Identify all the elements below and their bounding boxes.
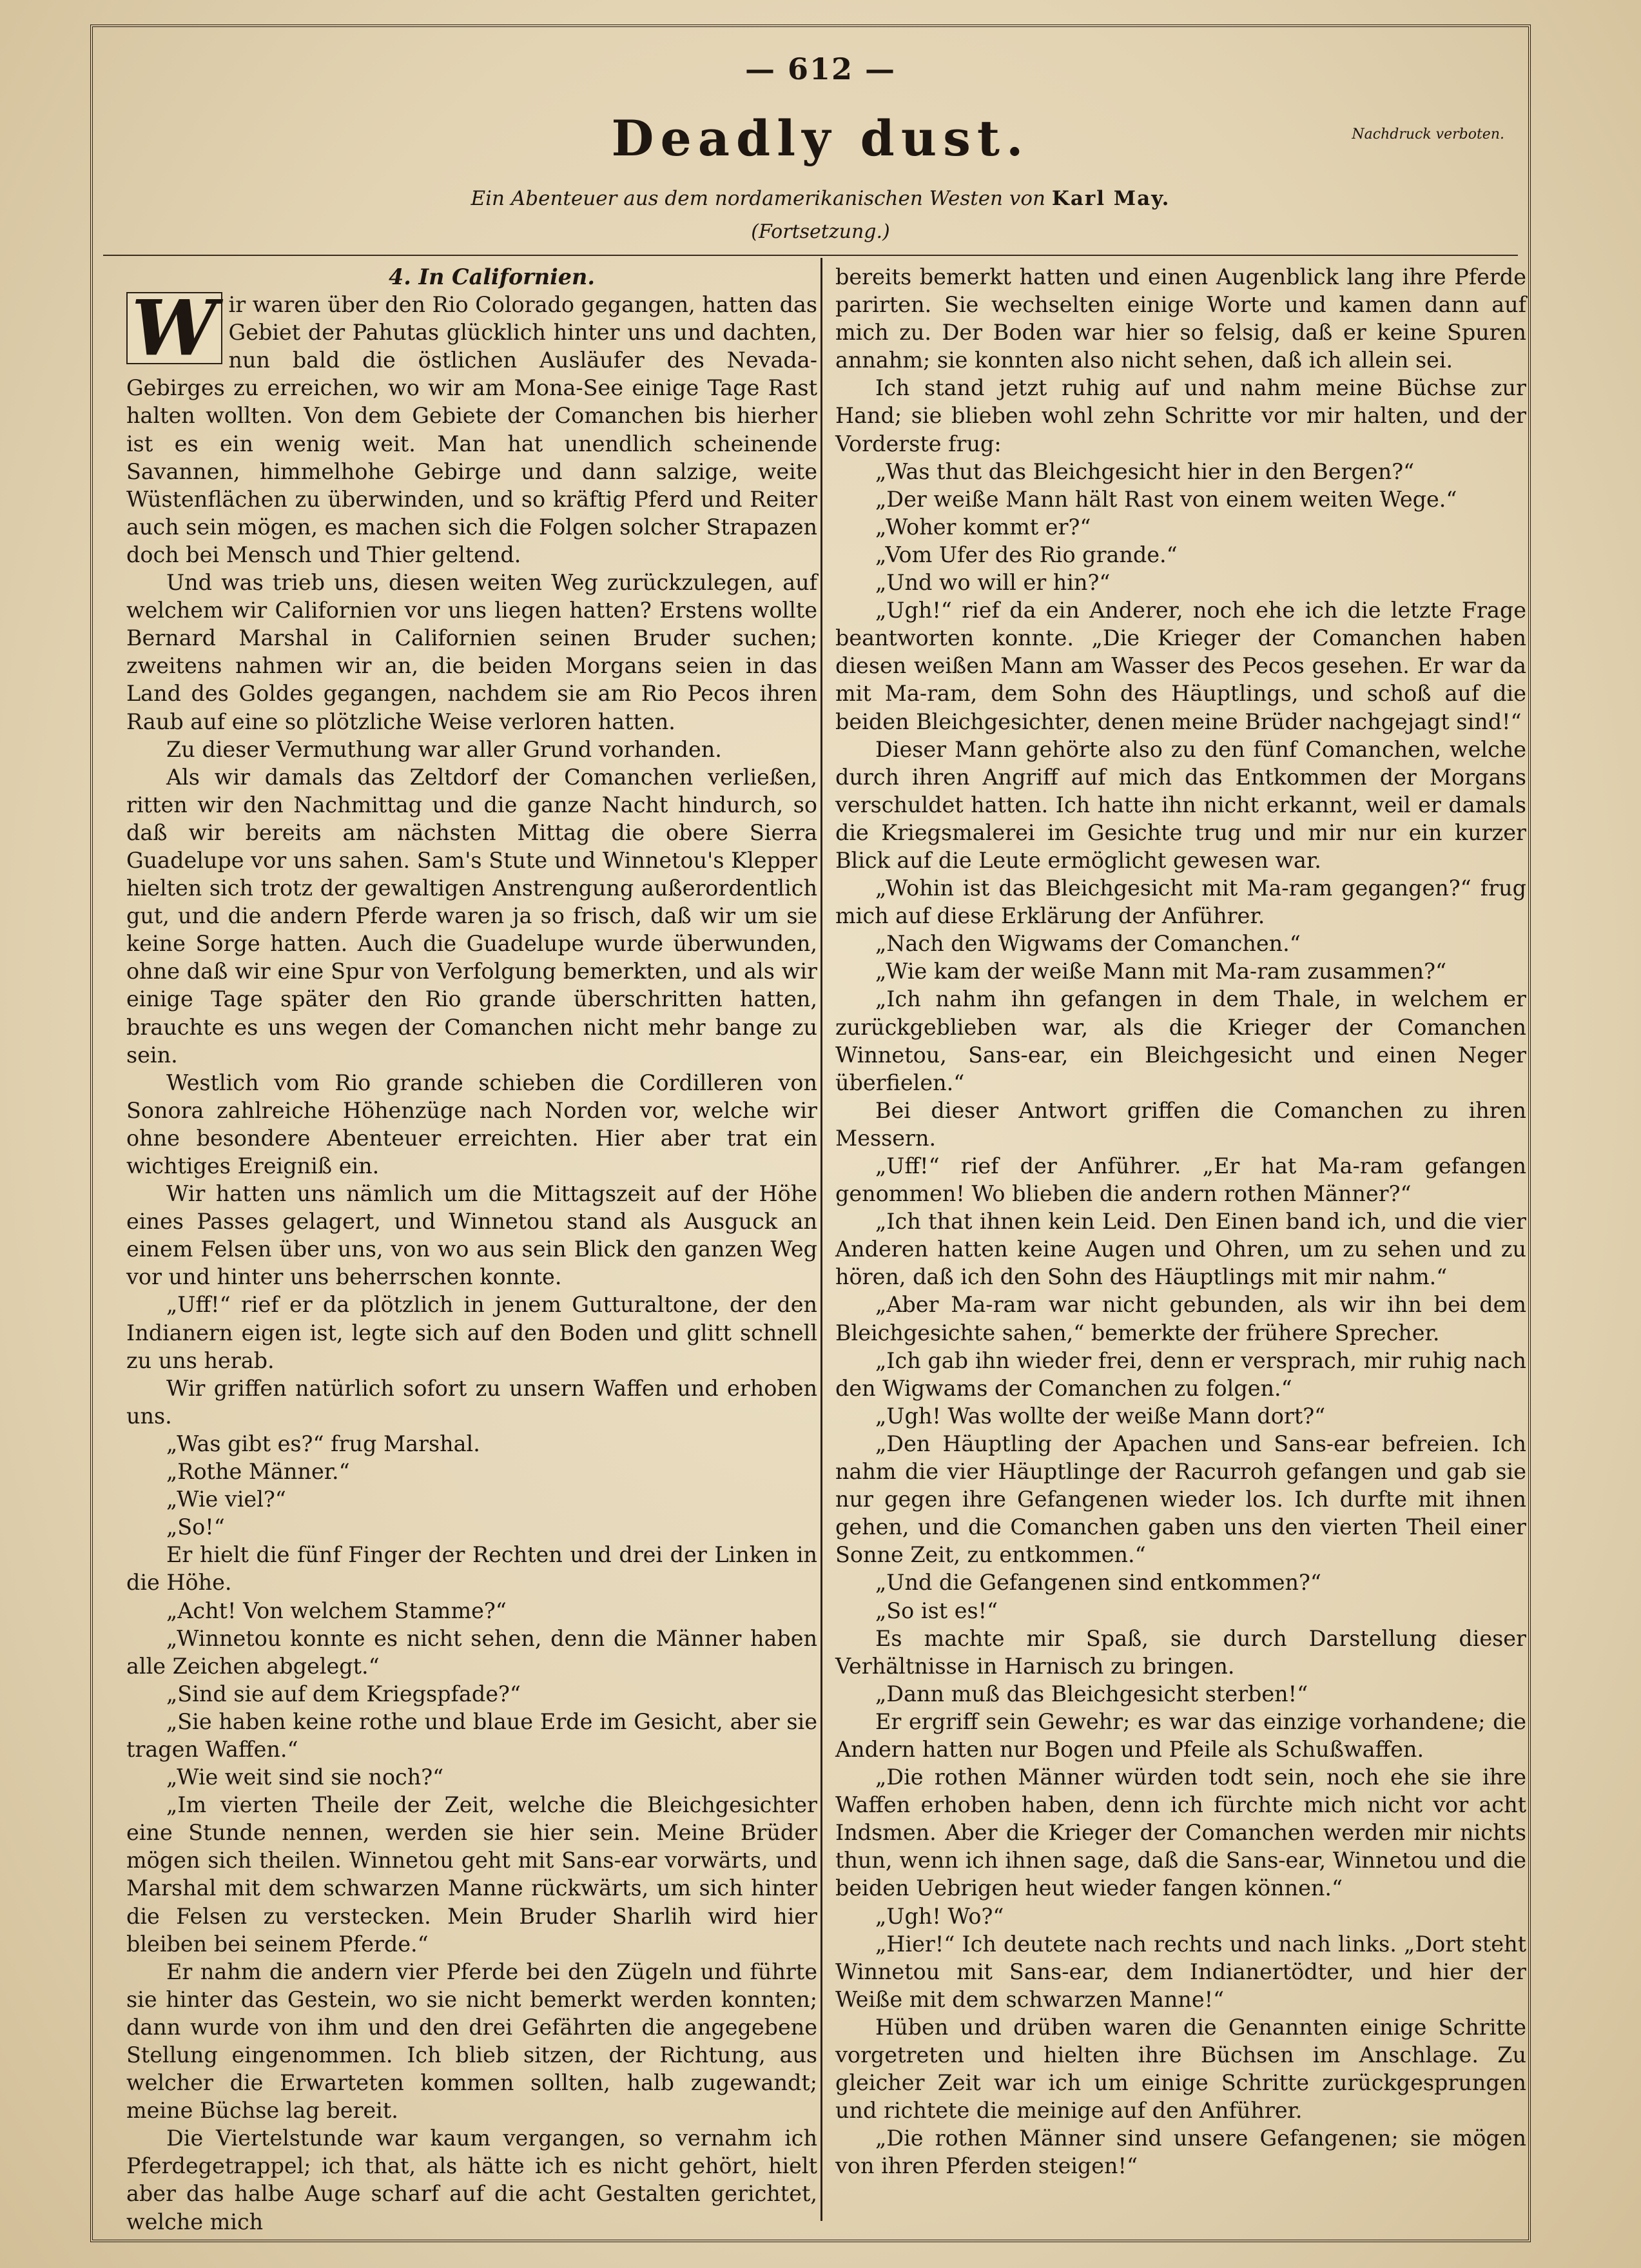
paragraph: „Hier!“ Ich deutete nach rechts und nach links. „Dort steht Winnetou mit Sans-ear, dem Indianertödter, und hier der Weiße mit dem schwarzen Manne!“ [835,1931,1526,2012]
paragraph: Wir hatten uns nämlich um die Mittagszeit auf der Höhe eines Passes gelagert, und Winnetou stand als Ausguck an einem Felsen über uns, von wo aus sein Blick den ganzen Weg vor und hinter uns beherrschen konnte. [126,1181,817,1290]
paragraph: „Die rothen Männer würden todt sein, noch ehe sie ihre Waffen erhoben haben, denn ich fürchte mich nicht vor acht Indsmen. Aber die Krieger der Comanchen werden mir nichts thun, wenn ich ihnen sage, daß die Sans-ear, Winnetou und die beiden Uebrigen heut wieder fangen können.“ [835,1765,1526,1901]
paragraph: „Wie weit sind sie noch?“ [166,1765,444,1790]
paragraph: Als wir damals das Zeltdorf der Comanchen verließen, ritten wir den Nachmittag und die ganze Nacht hindurch, so daß wir bereits am nächsten Mittag die obere Sierra Guadelupe vor uns sahen. Sam's Stute und Winnetou's Klepper hielten sich trotz der gewaltigen Anstrengung außerordentlich gut, und die andern Pferde waren ja so frisch, daß wir um sie keine Sorge hatten. Auch die Guadelupe wurde überwunden, ohne daß wir eine Spur von Verfolgung bemerkten, und als wir einige Tage später den Rio grande überschritten hatten, brauchte es uns wegen der Comanchen nicht mehr bange zu sein. [126,764,817,1068]
paragraph: „Was thut das Bleichgesicht hier in den Bergen?“ [875,458,1415,484]
author-name: Karl May. [1051,187,1170,210]
paragraph: „Die rothen Männer sind unsere Gefangenen; sie mögen von ihren Pferden steigen!“ [835,2126,1526,2179]
reprint-notice: Nachdruck verboten. [1352,126,1504,142]
section-heading: 4. In Californien. [389,264,595,289]
paragraph: „Nach den Wigwams der Comanchen.“ [875,931,1301,957]
paragraph: „Was gibt es?“ frug Marshal. [166,1431,480,1456]
right-column [835,263,1526,2180]
column-divider [821,258,822,2221]
paragraph-text: ir waren über den Rio Colorado gegangen, hatten das Gebiet der Pahutas glücklich hinter uns und dachten, nun bald die östlichen Ausläufer des Nevada-Gebirges zu erreichen, wo wir am Mona-See einige Tage Rast halten wollten. Von dem Gebiete der Comanchen bis hierher ist es ein wenig weit. Man hat unendlich scheinende Savannen, himmelhohe Gebirge und dann salzige, weite Wüstenflächen zu überwinden, und so kräftig Pferd und Reiter auch sein mögen, es machen sich die Folgen solcher Strapazen doch bei Mensch und Thier geltend. [126,292,817,567]
page-number: — 612 — [744,52,897,86]
paragraph: Dieser Mann gehörte also zu den fünf Comanchen, welche durch ihren Angriff auf mich das Entkommen der Morgans verschuldet hatten. Ich hatte ihn nicht erkannt, weil er damals die Kriegsmalerei im Gesichte trug und mir nur ein kurzer Blick auf die Leute ermöglicht gewesen war. [835,736,1526,873]
paragraph: Wir griffen natürlich sofort zu unsern Waffen und erhoben uns. [126,1375,817,1429]
paragraph: „Ich gab ihn wieder frei, denn er versprach, mir ruhig nach den Wigwams der Comanchen zu folgen.“ [835,1347,1526,1401]
paragraph: „Ugh! Was wollte der weiße Mann dort?“ [875,1403,1326,1429]
paragraph: Hüben und drüben waren die Genannten einige Schritte vorgetreten und hielten ihre Büchsen im Anschlage. Zu gleicher Zeit war ich um einige Schritte zurückgesprungen und richtete die meinige auf den Anführer. [835,2014,1526,2124]
paragraph: „Aber Ma-ram war nicht gebunden, als wir ihn bei dem Bleichgesichte sahen,“ bemerkte der frühere Sprecher. [835,1292,1526,1345]
subtitle-text: Ein Abenteuer aus dem nordamerikanischen Westen von [471,187,1046,210]
paragraph: Es machte mir Spaß, sie durch Darstellung dieser Verhältnisse in Harnisch zu bringen. [835,1625,1526,1679]
paragraph: „Wie viel?“ [166,1487,286,1512]
paragraph: Bei dieser Antwort griffen die Comanchen zu ihren Messern. [835,1097,1526,1151]
paragraph: „Ugh! Wo?“ [875,1903,1004,1929]
paragraph: „Sie haben keine rothe und blaue Erde im Gesicht, aber sie tragen Waffen.“ [126,1708,817,1762]
paragraph: „Dann muß das Bleichgesicht sterben!“ [875,1681,1308,1706]
paragraph: „Woher kommt er?“ [875,514,1091,540]
paragraph: Er hielt die fünf Finger der Rechten und drei der Linken in die Höhe. [126,1542,817,1596]
paragraph: „Rothe Männer.“ [166,1459,350,1485]
paragraph: „Wie kam der weiße Mann mit Ma-ram zusammen?“ [875,959,1447,984]
paragraph: „So ist es!“ [875,1598,998,1623]
paragraph: „So!“ [166,1514,225,1540]
paragraph: „Sind sie auf dem Kriegspfade?“ [166,1681,521,1706]
continuation-note: (Fortsetzung.) [751,220,890,243]
paragraph: „Vom Ufer des Rio grande.“ [875,542,1178,567]
left-column [126,263,817,2236]
paragraph: Und was trieb uns, diesen weiten Weg zurückzulegen, auf welchem wir Californien vor uns liegen hatten? Erstens wollte Bernard Marshal in Californien seinen Bruder suchen; zweitens nahmen wir an, die beiden Morgans seien in das Land des Goldes gegangen, nachdem sie am Rio Pecos ihren Raub auf eine so plötzliche Weise verloren hatten. [126,570,817,734]
paragraph: „Wohin ist das Bleichgesicht mit Ma-ram gegangen?“ frug mich auf diese Erklärung der Anführer. [835,875,1526,929]
paragraph: Westlich vom Rio grande schieben die Cordilleren von Sonora zahlreiche Höhenzüge nach Norden vor, welche wir ohne besondere Abenteuer erreichten. Hier aber trat ein wichtiges Ereigniß ein. [126,1070,817,1178]
paragraph: „Und die Gefangenen sind entkommen?“ [875,1570,1321,1596]
paragraph: Er nahm die andern vier Pferde bei den Zügeln und führte sie hinter das Gestein, wo sie nicht bemerkt werden konnten; dann wurde von ihm und den drei Gefährten die angegebene Stellung eingenommen. Ich blieb sitzen, der Richtung, aus welcher die Erwarteten kommen sollten, halb zugewandt; meine Büchse lag bereit. [126,1959,817,2124]
paragraph: „Und wo will er hin?“ [875,570,1111,596]
paragraph: „Ugh!“ rief da ein Anderer, noch ehe ich die letzte Frage beantworten konnte. „Die Krieger der Comanchen haben diesen weißen Mann am Wasser des Pecos gesehen. Er war da mit Ma-ram, dem Sohn des Häuptlings, und schoß auf die beiden Bleichgesichter, denen meine Brüder nachgejagt sind!“ [835,598,1526,734]
paragraph: „Den Häuptling der Apachen und Sans-ear befreien. Ich nahm die vier Häuptlinge der Racurroh gefangen und gab sie nur gegen ihre Gefangenen wieder los. Ich durfte mit ihnen gehen, und die Comanchen gaben uns den vierten Theil einer Sonne Zeit, zu entkommen.“ [835,1431,1526,1568]
paragraph [126,283,817,569]
paragraph: „Acht! Von welchem Stamme?“ [166,1598,507,1623]
paragraph: „Ich nahm ihn gefangen in dem Thale, in welchem er zurückgeblieben war, als die Krieger der Comanchen Winnetou, Sans-ear, ein Bleichgesicht und einen Neger überfielen.“ [835,986,1526,1095]
paragraph: bereits bemerkt hatten und einen Augenblick lang ihre Pferde parirten. Sie wechselten einige Worte und kamen dann auf mich zu. Der Boden war hier so felsig, daß er keine Spuren annahm; sie konnten also nicht sehen, daß ich allein sei. [835,264,1526,373]
paragraph: Zu dieser Vermuthung war aller Grund vorhanden. [166,736,722,762]
header-rule [103,255,1518,256]
paragraph: „Der weiße Mann hält Rast von einem weiten Wege.“ [875,486,1457,512]
paragraph: Die Viertelstunde war kaum vergangen, so vernahm ich Pferdegetrappel; ich that, als hätte ich es nicht gehört, hielt aber das halbe Auge scharf auf die acht Gestalten gerichtet, welche mich [126,2126,817,2234]
paragraph: „Winnetou konnte es nicht sehen, denn die Männer haben alle Zeichen abgelegt.“ [126,1625,817,1679]
paragraph: Er ergriff sein Gewehr; es war das einzige vorhandene; die Andern hatten nur Bogen und Pfeile als Schußwaffen. [835,1708,1526,1762]
article-title: Deadly dust. [611,110,1030,167]
paragraph: Ich stand jetzt ruhig auf und nahm meine Büchse zur Hand; sie blieben wohl zehn Schritte vor mir halten, und der Vorderste frug: [835,375,1526,456]
paragraph: „Uff!“ rief er da plötzlich in jenem Gutturaltone, der den Indianern eigen ist, legte sich auf den Boden und glitt schnell zu uns herab. [126,1292,817,1373]
paragraph: „Ich that ihnen kein Leid. Den Einen band ich, und die vier Anderen hatten keine Augen und Ohren, um zu sehen und zu hören, daß ich den Sohn des Häuptlings mit mir nahm.“ [835,1209,1526,1290]
drop-cap: W [126,292,222,364]
paragraph: „Uff!“ rief der Anführer. „Er hat Ma-ram gefangen genommen! Wo blieben die andern rothen Männer?“ [835,1153,1526,1207]
article-subtitle [0,187,1641,210]
paragraph: „Im vierten Theile der Zeit, welche die Bleichgesichter eine Stunde nennen, werden sie hier sein. Meine Brüder mögen sich theilen. Winnetou geht mit Sans-ear vorwärts, und Marshal mit dem schwarzen Manne rückwärts, um sich hinter die Felsen zu verstecken. Mein Bruder Sharlih wird hier bleiben bei seinem Pferde.“ [126,1792,817,1957]
